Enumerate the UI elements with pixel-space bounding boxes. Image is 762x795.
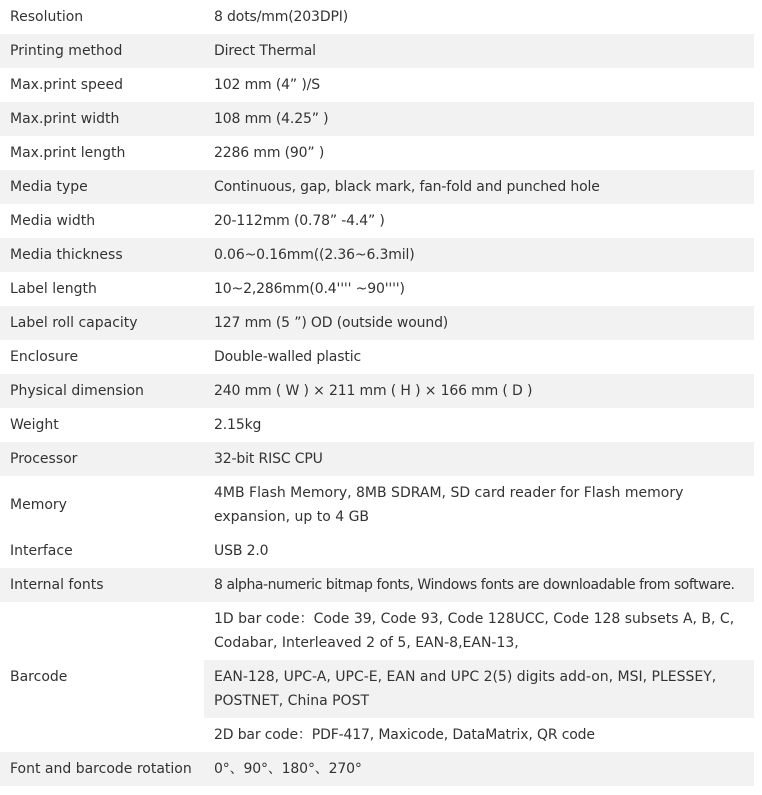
spec-label: Internal fonts — [0, 568, 204, 602]
spec-row-rotation — [0, 752, 754, 786]
spec-row-printing-method — [0, 34, 754, 68]
spec-label: Media thickness — [0, 238, 204, 272]
spec-row-physical-dimension — [0, 374, 754, 408]
spec-value: 102 mm (4” )/S — [214, 77, 320, 93]
spec-row-media-type — [0, 170, 754, 204]
spec-value: Continuous, gap, black mark, fan-fold and punched hole — [204, 170, 754, 204]
spec-value: 127 mm (5 ”) OD (outside wound) — [204, 306, 754, 340]
spec-label: Printing method — [0, 34, 204, 68]
spec-value: Direct Thermal — [204, 34, 754, 68]
spec-row-enclosure — [0, 340, 754, 374]
spec-row-interface — [0, 534, 754, 568]
spec-value: 0°、90°、180°、270° — [204, 752, 754, 786]
spec-value: Double-walled plastic — [214, 349, 361, 365]
spec-row-max-print-speed — [0, 68, 754, 102]
spec-label: Weight — [10, 417, 59, 433]
spec-row-internal-fonts — [0, 568, 754, 602]
spec-row-resolution — [0, 0, 754, 34]
barcode-1d-line-2: EAN-128, UPC-A, UPC-E, EAN and UPC 2(5) digits add-on, MSI, PLESSEY, POSTNET, China POST — [204, 660, 754, 718]
spec-row-memory — [0, 476, 754, 534]
spec-label: Media width — [10, 213, 96, 229]
spec-value: 4MB Flash Memory, 8MB SDRAM, SD card reader for Flash memory expansion, up to 4 GB — [214, 485, 684, 525]
spec-label: Max.print width — [0, 102, 204, 136]
spec-value: 0.06~0.16mm((2.36~6.3mil) — [204, 238, 754, 272]
spec-label: Barcode — [0, 602, 204, 752]
spec-label: Max.print speed — [10, 77, 124, 93]
barcode-2d-line: 2D bar code：PDF-417, Maxicode, DataMatrix, QR code — [214, 727, 595, 743]
spec-row-max-print-width — [0, 102, 754, 136]
spec-label: Interface — [10, 543, 73, 559]
spec-row-media-thickness — [0, 238, 754, 272]
spec-value: 2286 mm (90” ) — [214, 145, 325, 161]
spec-row-max-print-length — [0, 136, 754, 170]
spec-label: Resolution — [10, 9, 84, 25]
spec-label: Max.print length — [10, 145, 126, 161]
spec-label: Label roll capacity — [0, 306, 204, 340]
spec-value: 240 mm ( W ) × 211 mm ( H ) × 166 mm ( D ) — [204, 374, 754, 408]
spec-label: Memory — [10, 497, 67, 513]
spec-value: USB 2.0 — [214, 543, 269, 559]
spec-value: 20-112mm (0.78” -4.4” ) — [214, 213, 385, 229]
spec-value: 8 dots/mm(203DPI) — [214, 9, 349, 25]
spec-value: 10~2,286mm(0.4'''' ~90'''') — [214, 281, 405, 297]
spec-label: Physical dimension — [0, 374, 204, 408]
spec-row-label-roll-capacity — [0, 306, 754, 340]
spec-value: 32-bit RISC CPU — [204, 442, 754, 476]
spec-row-processor — [0, 442, 754, 476]
spec-label: Font and barcode rotation — [0, 752, 204, 786]
spec-label: Processor — [0, 442, 204, 476]
spec-row-label-length — [0, 272, 754, 306]
spec-row-media-width — [0, 204, 754, 238]
barcode-1d-line: 1D bar code：Code 39, Code 93, Code 128UCC, Code 128 subsets A, B, C, Codabar, Interleaved 2 of 5, EAN-8,EAN-13, — [214, 611, 735, 651]
spec-value: 2.15kg — [214, 417, 262, 433]
spec-value: 108 mm (4.25” ) — [204, 102, 754, 136]
spec-label: Label length — [10, 281, 97, 297]
spec-row-barcode — [0, 602, 754, 660]
spec-label: Media type — [0, 170, 204, 204]
spec-label: Enclosure — [10, 349, 79, 365]
spec-value: 8 alpha-numeric bitmap fonts, Windows fonts are downloadable from software. — [204, 568, 754, 602]
spec-row-weight — [0, 408, 754, 442]
